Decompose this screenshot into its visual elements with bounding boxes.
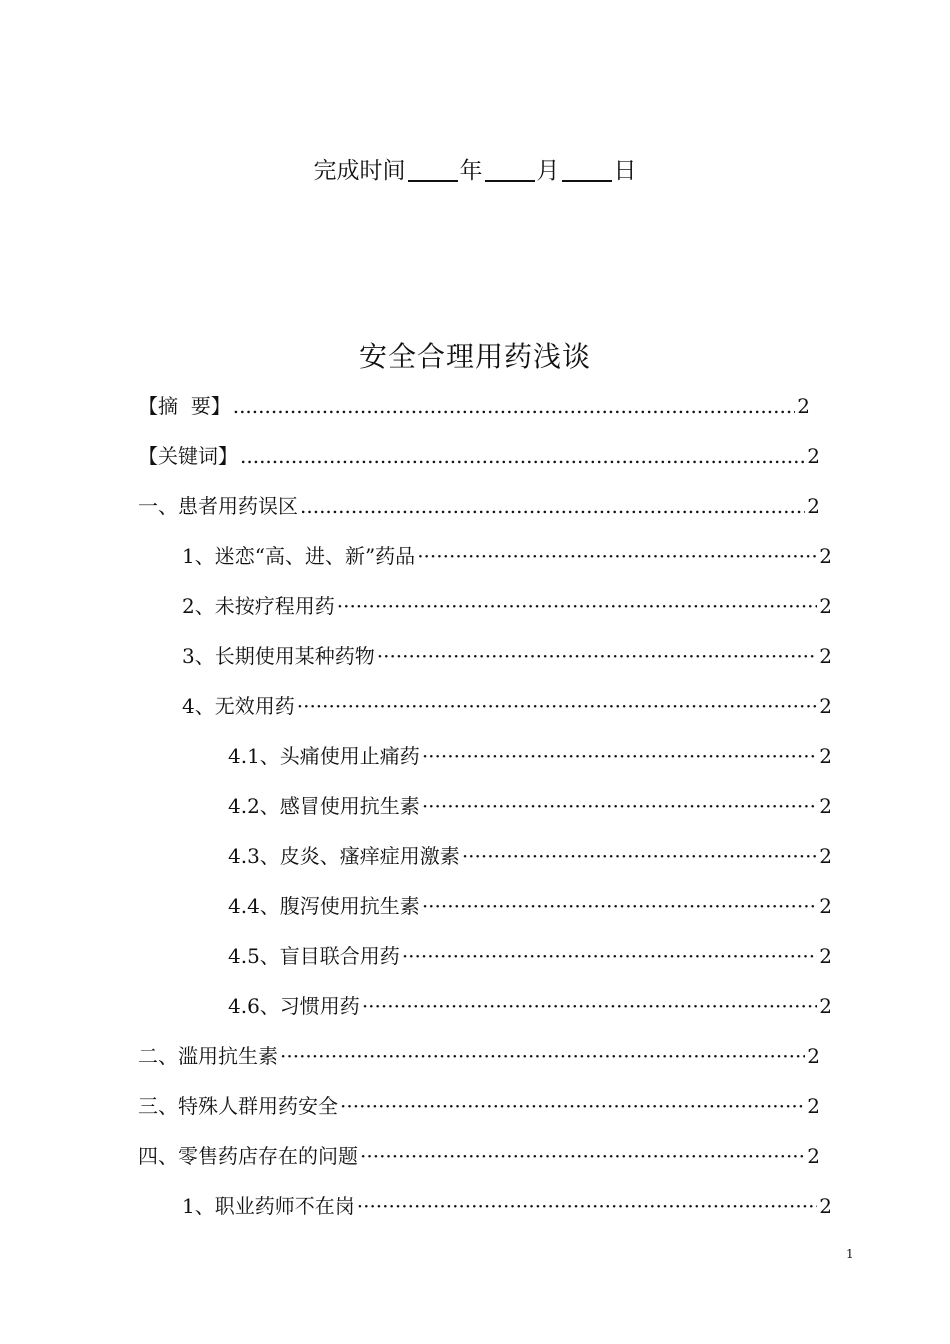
toc-page-number: 2 [819, 594, 832, 618]
toc-entry-4-2[interactable] [228, 790, 832, 822]
toc-page-number: 2 [807, 494, 820, 518]
toc-entry-section-4[interactable] [138, 1140, 820, 1172]
toc-entry-text: 4.4、腹泻使用抗生素 [228, 894, 420, 918]
toc-entry-text: 4.6、习惯用药 [228, 994, 360, 1018]
day-blank [562, 156, 612, 182]
toc-entry-4-5[interactable] [228, 940, 832, 972]
toc-leader [280, 1040, 805, 1072]
toc-entry-text: 1、职业药师不在岗 [182, 1194, 355, 1218]
toc-page-number: 2 [819, 1194, 832, 1218]
toc-page-number: 2 [807, 444, 820, 468]
toc-entry-text: 3、长期使用某种药物 [182, 644, 375, 668]
toc-page-number: 2 [807, 1094, 820, 1118]
toc-page-number: 2 [819, 844, 832, 868]
month-label: 月 [536, 158, 560, 184]
toc-entry-1-1[interactable] [182, 540, 832, 572]
toc-entry-text: 二、滥用抗生素 [138, 1044, 278, 1068]
toc-entry-1-4[interactable] [182, 690, 832, 722]
toc-entry-4-6[interactable] [228, 990, 832, 1022]
toc-leader [300, 490, 805, 522]
toc-entry-text: 4.1、头痛使用止痛药 [228, 744, 420, 768]
completion-label: 完成时间 [313, 158, 406, 184]
toc-leader [362, 990, 817, 1022]
toc-page-number: 2 [807, 1044, 820, 1068]
toc-entry-section-2[interactable] [138, 1040, 820, 1072]
day-label: 日 [613, 158, 637, 184]
toc-leader [357, 1190, 818, 1222]
toc-entry-1-2[interactable] [182, 590, 832, 622]
toc-page-number: 2 [819, 794, 832, 818]
toc-entry-text: 4、无效用药 [182, 694, 295, 718]
year-blank [408, 156, 458, 182]
toc-entry-text: 三、特殊人群用药安全 [138, 1094, 338, 1118]
year-label: 年 [459, 158, 483, 184]
toc-page-number: 2 [819, 694, 832, 718]
toc-entry-text: 1、迷恋“高、进、新”药品 [182, 544, 416, 568]
toc-entry-abstract[interactable] [138, 390, 810, 422]
toc-entry-text: 4.5、盲目联合用药 [228, 944, 400, 968]
toc-leader [297, 690, 818, 722]
toc-leader [422, 740, 817, 772]
toc-entry-4-sub-1[interactable] [182, 1190, 832, 1222]
toc-leader [377, 640, 818, 672]
document-title: 安全合理用药浅谈 [358, 340, 591, 373]
toc-entry-1-3[interactable] [182, 640, 832, 672]
toc-page-number: 2 [807, 1144, 820, 1168]
toc-entry-text: 4.3、皮炎、瘙痒症用激素 [228, 844, 460, 868]
toc-entry-text: 【关键词】 [138, 444, 238, 468]
toc-leader [233, 390, 796, 422]
toc-entry-4-3[interactable] [228, 840, 832, 872]
toc-page-number: 2 [819, 944, 832, 968]
toc-page-number: 2 [819, 744, 832, 768]
toc-leader [402, 940, 817, 972]
toc-page-number: 2 [819, 994, 832, 1018]
toc-entry-4-4[interactable] [228, 890, 832, 922]
toc-entry-4-1[interactable] [228, 740, 832, 772]
toc-entry-text: 一、患者用药误区 [138, 494, 298, 518]
footer-page-number: 1 [846, 1247, 854, 1261]
toc-entry-text: 4.2、感冒使用抗生素 [228, 794, 420, 818]
toc-entry-text: 2、未按疗程用药 [182, 594, 335, 618]
toc-entry-text: 【摘 要】 [138, 394, 231, 418]
toc-entry-section-1[interactable] [138, 490, 820, 522]
toc-page-number: 2 [819, 894, 832, 918]
toc-entry-text: 四、零售药店存在的问题 [138, 1144, 358, 1168]
toc-entry-section-3[interactable] [138, 1090, 820, 1122]
toc-leader [337, 590, 818, 622]
month-blank [485, 156, 535, 182]
toc-page-number: 2 [797, 394, 810, 418]
toc-leader [462, 840, 817, 872]
toc-page-number: 2 [819, 644, 832, 668]
toc-leader [422, 890, 817, 922]
toc-leader [340, 1090, 805, 1122]
toc-leader [240, 440, 805, 472]
toc-leader [360, 1140, 805, 1172]
toc-leader [422, 790, 817, 822]
toc-entry-keywords[interactable] [138, 440, 820, 472]
toc-leader [417, 540, 817, 572]
completion-date-line [0, 152, 950, 190]
toc-page-number: 2 [819, 544, 832, 568]
